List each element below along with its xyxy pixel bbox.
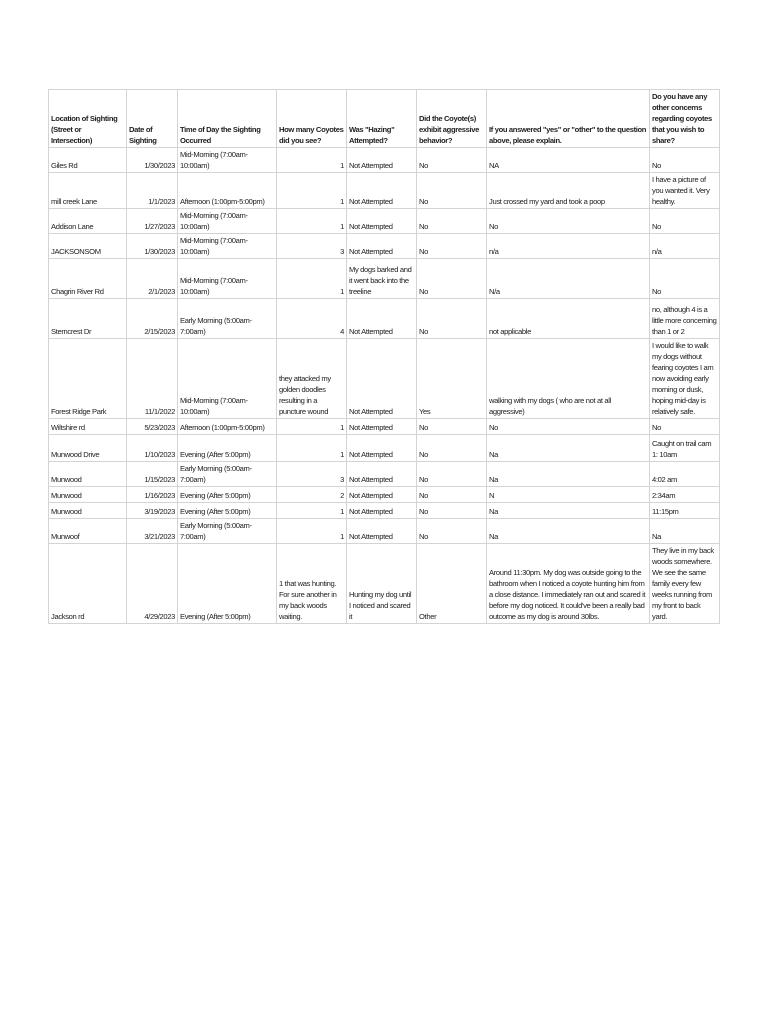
cell-date: 1/27/2023 bbox=[127, 209, 178, 234]
cell-concerns: I have a picture of you wanted it. Very healthy. bbox=[650, 173, 720, 209]
cell-aggressive: No bbox=[417, 487, 487, 503]
sightings-table bbox=[48, 89, 720, 624]
cell-hazing: Not Attempted bbox=[347, 519, 417, 544]
cell-aggressive: No bbox=[417, 462, 487, 487]
cell-concerns: No bbox=[650, 209, 720, 234]
cell-location: Jackson rd bbox=[49, 544, 127, 624]
cell-date: 5/23/2023 bbox=[127, 419, 178, 435]
cell-concerns: no, although 4 is a little more concerning than 1 or 2 bbox=[650, 299, 720, 339]
table-row bbox=[49, 503, 720, 519]
table-row bbox=[49, 435, 720, 462]
header-row bbox=[49, 90, 720, 148]
cell-count: 2 bbox=[277, 487, 347, 503]
cell-location: mill creek Lane bbox=[49, 173, 127, 209]
cell-concerns: 4:02 am bbox=[650, 462, 720, 487]
cell-hazing: Hunting my dog until I noticed and scared it bbox=[347, 544, 417, 624]
cell-count: 1 bbox=[277, 519, 347, 544]
cell-count: 3 bbox=[277, 462, 347, 487]
cell-aggressive: No bbox=[417, 234, 487, 259]
cell-location: Addison Lane bbox=[49, 209, 127, 234]
cell-count: 1 bbox=[277, 419, 347, 435]
cell-date: 1/10/2023 bbox=[127, 435, 178, 462]
cell-aggressive: Other bbox=[417, 544, 487, 624]
cell-explain: walking with my dogs ( who are not at all aggressive) bbox=[487, 339, 650, 419]
cell-hazing: Not Attempted bbox=[347, 173, 417, 209]
cell-date: 3/19/2023 bbox=[127, 503, 178, 519]
cell-count: 4 bbox=[277, 299, 347, 339]
cell-location: Munwood Drive bbox=[49, 435, 127, 462]
table-row bbox=[49, 259, 720, 299]
cell-concerns: 11:15pm bbox=[650, 503, 720, 519]
cell-date: 1/30/2023 bbox=[127, 148, 178, 173]
cell-date: 11/1/2022 bbox=[127, 339, 178, 419]
cell-count: 1 bbox=[277, 259, 347, 299]
cell-time: Evening (After 5:00pm) bbox=[178, 435, 277, 462]
cell-location: Giles Rd bbox=[49, 148, 127, 173]
cell-explain: N/a bbox=[487, 259, 650, 299]
cell-explain: N bbox=[487, 487, 650, 503]
cell-explain: n/a bbox=[487, 234, 650, 259]
table-row bbox=[49, 173, 720, 209]
table-row bbox=[49, 519, 720, 544]
cell-aggressive: No bbox=[417, 259, 487, 299]
cell-count: 1 bbox=[277, 173, 347, 209]
header-date: Date of Sighting bbox=[127, 90, 178, 148]
cell-time: Early Morning (5:00am-7:00am) bbox=[178, 299, 277, 339]
cell-concerns: 2:34am bbox=[650, 487, 720, 503]
header-concerns: Do you have any other concerns regarding coyotes that you wish to share? bbox=[650, 90, 720, 148]
cell-concerns: Na bbox=[650, 519, 720, 544]
cell-count: 1 bbox=[277, 148, 347, 173]
cell-time: Early Morning (5:00am-7:00am) bbox=[178, 462, 277, 487]
cell-hazing: Not Attempted bbox=[347, 148, 417, 173]
table-row bbox=[49, 299, 720, 339]
cell-explain: Just crossed my yard and took a poop bbox=[487, 173, 650, 209]
cell-explain: Na bbox=[487, 435, 650, 462]
cell-concerns: n/a bbox=[650, 234, 720, 259]
cell-time: Mid-Morning (7:00am-10:00am) bbox=[178, 148, 277, 173]
cell-count: 1 that was hunting. For sure another in my back woods waiting. bbox=[277, 544, 347, 624]
cell-time: Afternoon (1:00pm-5:00pm) bbox=[178, 173, 277, 209]
cell-aggressive: No bbox=[417, 519, 487, 544]
cell-aggressive: No bbox=[417, 209, 487, 234]
cell-location: Chagrin River Rd bbox=[49, 259, 127, 299]
cell-explain: No bbox=[487, 419, 650, 435]
cell-time: Evening (After 5:00pm) bbox=[178, 503, 277, 519]
cell-hazing: Not Attempted bbox=[347, 419, 417, 435]
header-hazing: Was "Hazing" Attempted? bbox=[347, 90, 417, 148]
table-row bbox=[49, 148, 720, 173]
cell-location: Munwood bbox=[49, 503, 127, 519]
cell-count: 3 bbox=[277, 234, 347, 259]
cell-explain: not applicable bbox=[487, 299, 650, 339]
cell-time: Mid-Morning (7:00am-10:00am) bbox=[178, 209, 277, 234]
cell-hazing: Not Attempted bbox=[347, 339, 417, 419]
cell-date: 1/16/2023 bbox=[127, 487, 178, 503]
header-count: How many Coyotes did you see? bbox=[277, 90, 347, 148]
cell-date: 3/21/2023 bbox=[127, 519, 178, 544]
cell-explain: Na bbox=[487, 519, 650, 544]
cell-time: Evening (After 5:00pm) bbox=[178, 487, 277, 503]
cell-date: 1/15/2023 bbox=[127, 462, 178, 487]
cell-explain: Na bbox=[487, 462, 650, 487]
cell-hazing: Not Attempted bbox=[347, 209, 417, 234]
cell-explain: NA bbox=[487, 148, 650, 173]
cell-concerns: No bbox=[650, 148, 720, 173]
cell-explain: Around 11:30pm. My dog was outside going to the bathroom when I noticed a coyote hunting him from a close distance. I immediately ran out and scared it before my dog noticed. It could've been a really bad outcome as my dog is around 30lbs. bbox=[487, 544, 650, 624]
cell-date: 2/1/2023 bbox=[127, 259, 178, 299]
cell-aggressive: No bbox=[417, 419, 487, 435]
cell-date: 4/29/2023 bbox=[127, 544, 178, 624]
cell-time: Mid-Morning (7:00am-10:00am) bbox=[178, 339, 277, 419]
header-aggressive: Did the Coyote(s) exhibit aggressive behavior? bbox=[417, 90, 487, 148]
cell-hazing: Not Attempted bbox=[347, 503, 417, 519]
table-row bbox=[49, 209, 720, 234]
cell-count: 1 bbox=[277, 435, 347, 462]
cell-count: they attacked my golden doodles resulting in a puncture wound bbox=[277, 339, 347, 419]
cell-location: JACKSONSOM bbox=[49, 234, 127, 259]
cell-aggressive: Yes bbox=[417, 339, 487, 419]
cell-hazing: My dogs barked and it went back into the treeline bbox=[347, 259, 417, 299]
table-row bbox=[49, 234, 720, 259]
cell-aggressive: No bbox=[417, 503, 487, 519]
cell-concerns: Caught on trail cam 1: 10am bbox=[650, 435, 720, 462]
cell-date: 1/1/2023 bbox=[127, 173, 178, 209]
cell-time: Afternoon (1:00pm-5:00pm) bbox=[178, 419, 277, 435]
table-row bbox=[49, 419, 720, 435]
header-location: Location of Sighting (Street or Intersection) bbox=[49, 90, 127, 148]
cell-time: Mid-Morning (7:00am-10:00am) bbox=[178, 234, 277, 259]
cell-location: Munwood bbox=[49, 462, 127, 487]
cell-hazing: Not Attempted bbox=[347, 234, 417, 259]
cell-concerns: I would like to walk my dogs without fearing coyotes I am now avoiding early morning or dusk, hoping mid-day is relatively safe. bbox=[650, 339, 720, 419]
cell-location: Wiltshire rd bbox=[49, 419, 127, 435]
cell-aggressive: No bbox=[417, 148, 487, 173]
cell-location: Munwood bbox=[49, 487, 127, 503]
header-explain: If you answered "yes" or "other" to the question above, please explain. bbox=[487, 90, 650, 148]
cell-hazing: Not Attempted bbox=[347, 435, 417, 462]
cell-concerns: No bbox=[650, 259, 720, 299]
cell-time: Mid-Morning (7:00am-10:00am) bbox=[178, 259, 277, 299]
cell-aggressive: No bbox=[417, 299, 487, 339]
cell-location: Forest Ridge Park bbox=[49, 339, 127, 419]
table-row bbox=[49, 487, 720, 503]
table-row bbox=[49, 544, 720, 624]
header-time: Time of Day the Sighting Occurred bbox=[178, 90, 277, 148]
cell-hazing: Not Attempted bbox=[347, 299, 417, 339]
cell-date: 2/15/2023 bbox=[127, 299, 178, 339]
cell-date: 1/30/2023 bbox=[127, 234, 178, 259]
cell-count: 1 bbox=[277, 503, 347, 519]
cell-hazing: Not Attempted bbox=[347, 462, 417, 487]
cell-location: Munwoof bbox=[49, 519, 127, 544]
cell-concerns: They live in my back woods somewhere. We see the same family every few weeks running from my front to back yard. bbox=[650, 544, 720, 624]
cell-hazing: Not Attempted bbox=[347, 487, 417, 503]
cell-explain: Na bbox=[487, 503, 650, 519]
table-row bbox=[49, 339, 720, 419]
cell-concerns: No bbox=[650, 419, 720, 435]
cell-time: Evening (After 5:00pm) bbox=[178, 544, 277, 624]
cell-aggressive: No bbox=[417, 435, 487, 462]
table-body bbox=[49, 148, 720, 624]
cell-location: Sterncrest Dr bbox=[49, 299, 127, 339]
cell-aggressive: No bbox=[417, 173, 487, 209]
table-row bbox=[49, 462, 720, 487]
cell-count: 1 bbox=[277, 209, 347, 234]
cell-time: Early Morning (5:00am-7:00am) bbox=[178, 519, 277, 544]
cell-explain: No bbox=[487, 209, 650, 234]
